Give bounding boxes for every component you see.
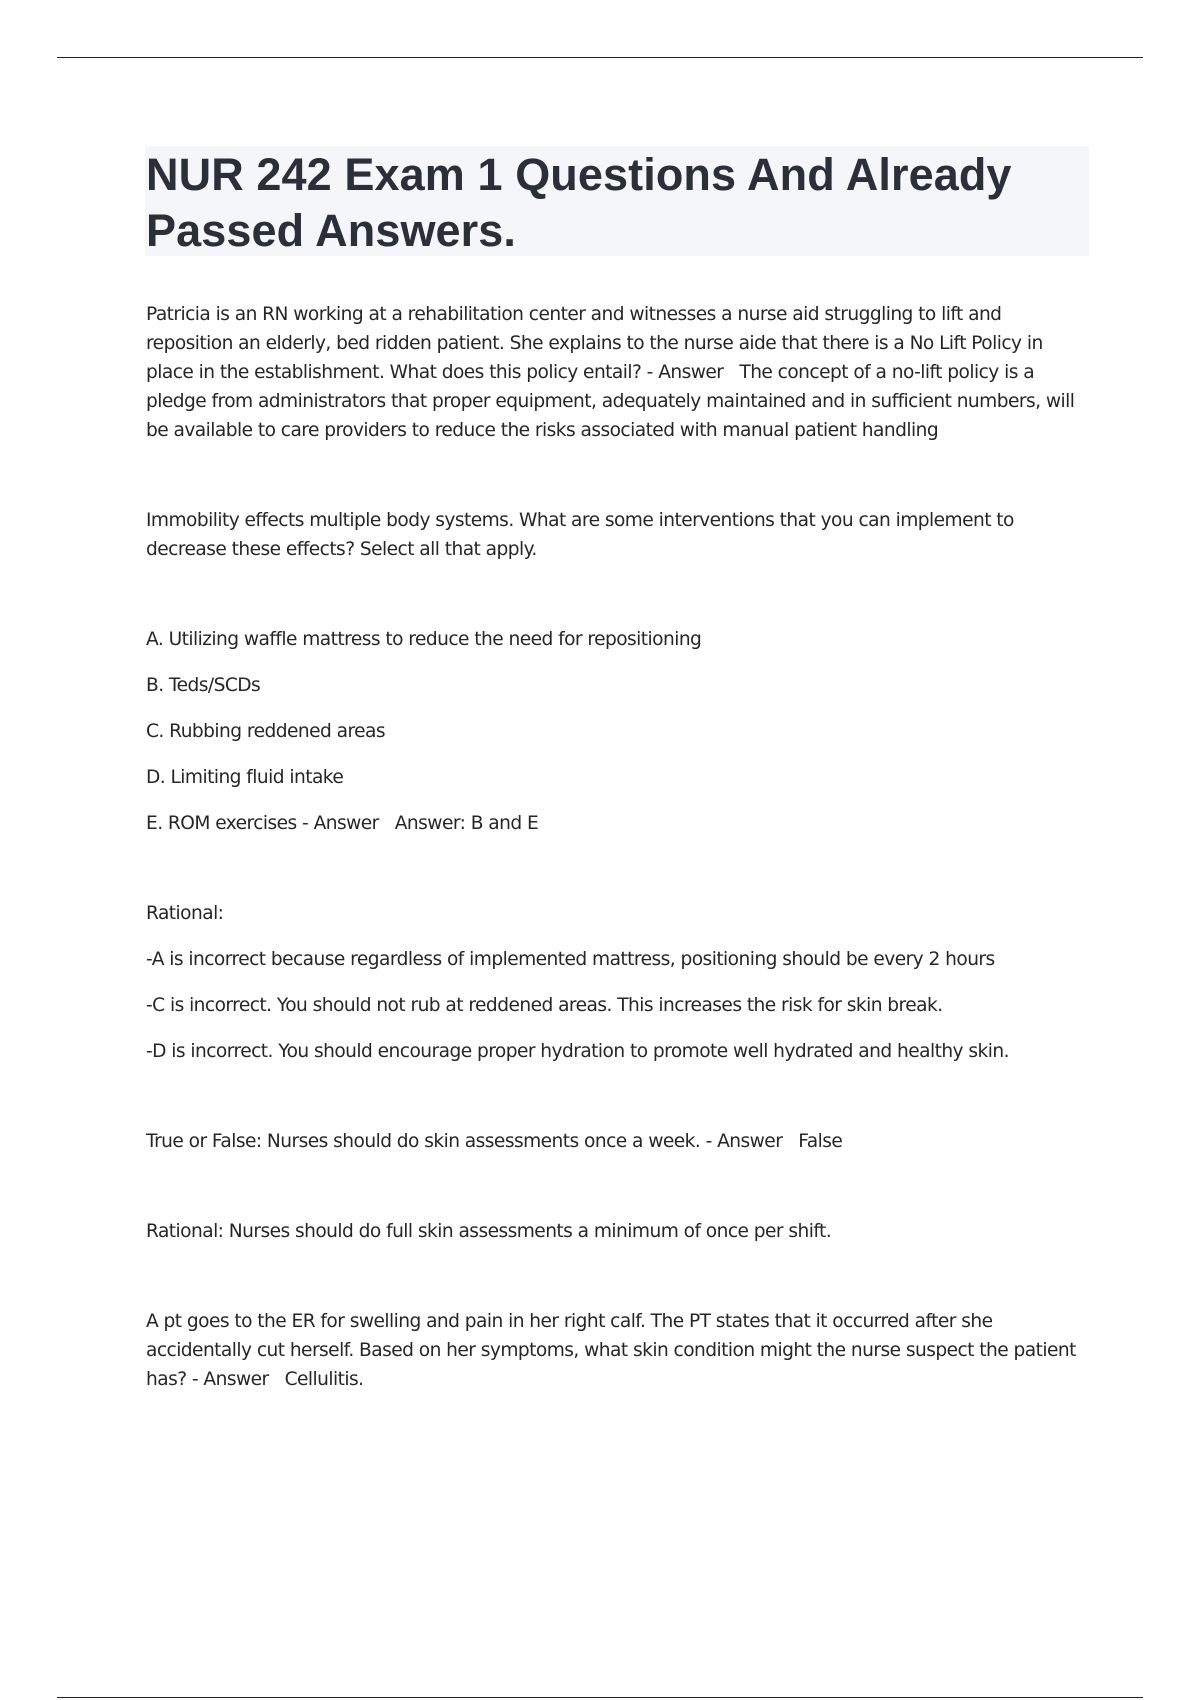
rational-d: -D is incorrect. You should encourage proper hydration to promote well hydrated and healthy skin.	[146, 1041, 1009, 1062]
option-c: C. Rubbing reddened areas	[146, 721, 385, 742]
question-3	[146, 1127, 1092, 1156]
question-4-answer: Cellulitis.	[284, 1369, 364, 1390]
question-1	[146, 300, 1092, 445]
question-3-text: True or False: Nurses should do skin assessments once a week. - Answer	[146, 1131, 783, 1152]
question-4	[146, 1307, 1092, 1394]
bottom-divider	[57, 1697, 1143, 1698]
question-2: Immobility effects multiple body systems. What are some interventions that you can implement to decrease these effects? Select all that apply.	[146, 510, 1014, 560]
question-1-answer: The concept of a no-lift policy is a pledge from administrators that proper equipment, adequately maintained and in sufficient numbers, will be available to care providers to reduce the risks associated with manual patient handling	[146, 362, 1075, 441]
rational-heading: Rational:	[146, 903, 224, 924]
question-3-answer: False	[798, 1131, 843, 1152]
option-a: A. Utilizing waffle mattress to reduce the need for repositioning	[146, 629, 702, 650]
rational-a: -A is incorrect because regardless of implemented mattress, positioning should be every 2 hours	[146, 949, 995, 970]
question-4-text: A pt goes to the ER for swelling and pain in her right calf. The PT states that it occurred after she accidentally cut herself. Based on her symptoms, what skin condition might the nurse suspect the patient has? - Answer	[146, 1311, 1076, 1390]
top-divider	[57, 57, 1143, 58]
question-2-answer: Answer: B and E	[394, 813, 539, 834]
question-1-text: Patricia is an RN working at a rehabilitation center and witnesses a nurse aid struggling to lift and reposition an elderly, bed ridden patient. She explains to the nurse aide that there is a No Lift Policy in place in the establishment. What does this policy entail? - Answer	[146, 304, 1043, 383]
question-3-rational: Rational: Nurses should do full skin assessments a minimum of once per shift.	[146, 1221, 832, 1242]
option-e	[146, 809, 1092, 838]
option-b: B. Teds/SCDs	[146, 675, 261, 696]
document-title: NUR 242 Exam 1 Questions And Already Passed Answers.	[146, 149, 1012, 256]
rational-c: -C is incorrect. You should not rub at reddened areas. This increases the risk for skin break.	[146, 995, 943, 1016]
option-d: D. Limiting fluid intake	[146, 767, 344, 788]
document-body	[146, 300, 1092, 1394]
option-e-text: E. ROM exercises - Answer	[146, 813, 379, 834]
